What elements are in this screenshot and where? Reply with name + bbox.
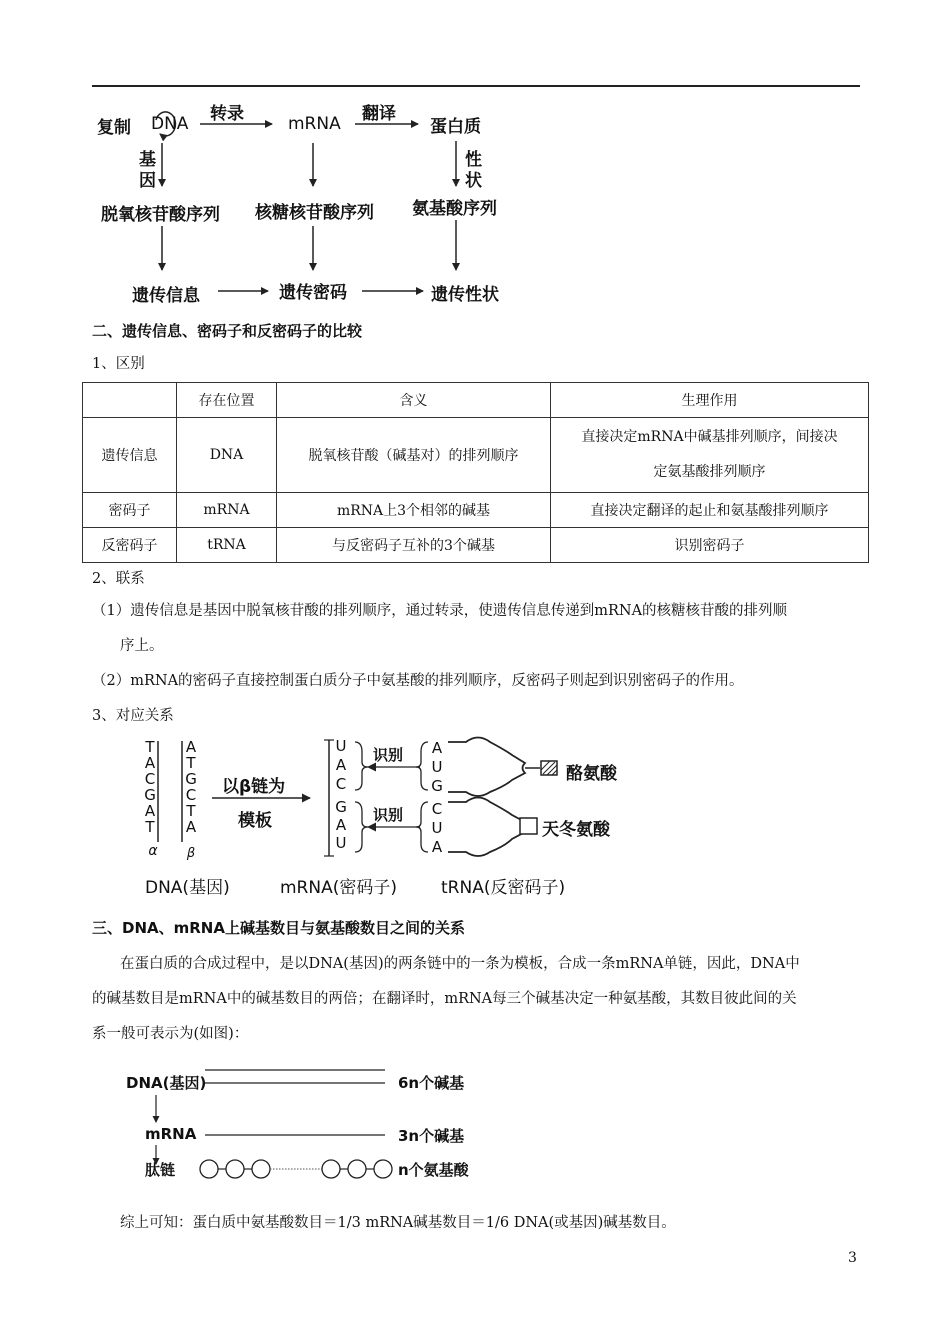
- section2-title: 二、遗传信息、密码子和反密码子的比较: [92, 322, 363, 340]
- alpha-base: A: [144, 754, 156, 772]
- trna-base: U: [431, 819, 443, 837]
- translation-label: 翻译: [362, 104, 396, 124]
- section2-sub3: 3、对应关系: [92, 708, 174, 724]
- trait-char-2: 状: [465, 171, 482, 191]
- table-cell-name: 遗传信息: [83, 418, 177, 493]
- beta-base: T: [186, 802, 196, 820]
- section2-p1-line2: 序上。: [120, 638, 164, 654]
- section2-p1-line1: （1）遗传信息是基因中脱氧核苷酸的排列顺序，通过转录，使遗传信息传递到mRNA的核糖核苷酸的排列顺: [92, 603, 788, 619]
- table-cell-function-line: 直接决定mRNA中碱基排列顺序，间接决: [581, 429, 838, 445]
- gene-char-1: 基: [139, 150, 156, 170]
- beta-base: G: [185, 770, 197, 788]
- caption-trna: tRNA(反密码子): [441, 878, 566, 898]
- diag3-aa-count: n个氨基酸: [398, 1161, 469, 1179]
- trna-base: G: [431, 777, 443, 795]
- table-cell-location: tRNA: [177, 528, 277, 563]
- caption-dna: DNA(基因): [145, 878, 230, 898]
- table-cell-function: [551, 418, 869, 493]
- section3-title: 三、DNA、mRNA上碱基数目与氨基酸数目之间的关系: [92, 919, 465, 937]
- section3-p1-line2: 的碱基数目是mRNA中的碱基数目的两倍；在翻译时，mRNA每三个碱基决定一种氨基酸，其数目彼此间的关: [92, 991, 797, 1007]
- gene-char-2: 因: [139, 171, 156, 191]
- replicate-label: 复制: [97, 118, 131, 138]
- mrna-base: G: [335, 798, 347, 816]
- mrna-base: A: [335, 756, 347, 774]
- table-header-cell: 生理作用: [551, 383, 869, 418]
- beta-base: A: [185, 818, 197, 836]
- mrna-label: mRNA: [288, 114, 341, 134]
- genetic-trait-label: 遗传性状: [431, 285, 499, 305]
- amino-seq-label: 氨基酸序列: [412, 199, 497, 219]
- table-cell-location: DNA: [177, 418, 277, 493]
- aspartate-label: 天冬氨酸: [542, 820, 610, 840]
- deoxy-seq-label: 脱氧核苷酸序列: [101, 205, 220, 225]
- transcription-label: 转录: [210, 104, 244, 124]
- table-cell-meaning: 脱氧核苷酸（碱基对）的排列顺序: [277, 418, 551, 493]
- section3-p1-line3: 系一般可表示为(如图)：: [92, 1026, 249, 1042]
- table-cell-function: 直接决定翻译的起止和氨基酸排列顺序: [551, 493, 869, 528]
- section2-sub2: 2、联系: [92, 571, 145, 587]
- beta-label: β: [186, 846, 196, 861]
- page-number: 3: [848, 1250, 857, 1266]
- protein-label: 蛋白质: [430, 117, 481, 137]
- table-cell-location: mRNA: [177, 493, 277, 528]
- section3-p1-line1: 在蛋白质的合成过程中，是以DNA(基因)的两条链中的一条为模板，合成一条mRNA单链，因此，DNA中: [120, 956, 800, 972]
- beta-base: T: [186, 754, 196, 772]
- mrna-base: U: [335, 737, 347, 755]
- table-header-cell: 存在位置: [177, 383, 277, 418]
- table-cell-name: 密码子: [83, 493, 177, 528]
- tyrosine-label: 酪氨酸: [566, 764, 617, 784]
- template-label-line1: 以β链为: [222, 777, 286, 797]
- dna-label: DNA: [151, 114, 189, 134]
- trna-base: A: [431, 838, 443, 856]
- beta-base: A: [185, 738, 197, 756]
- alpha-base: T: [145, 738, 155, 756]
- diag3-mrna-count: 3n个碱基: [398, 1127, 465, 1145]
- trna-base: A: [431, 739, 443, 757]
- diag3-mrna-label: mRNA: [145, 1125, 197, 1143]
- table-cell-function: 识别密码子: [551, 528, 869, 563]
- trna-base: C: [431, 800, 443, 818]
- trna-base: U: [431, 758, 443, 776]
- diag3-dna-label: DNA(基因): [126, 1074, 207, 1092]
- genetic-info-label: 遗传信息: [132, 286, 200, 306]
- table-cell-name: 反密码子: [83, 528, 177, 563]
- table-row: [83, 528, 869, 563]
- table-header-row: [83, 383, 869, 418]
- table-row: [83, 418, 869, 493]
- genetic-code-label: 遗传密码: [279, 283, 347, 303]
- alpha-label: α: [148, 843, 158, 859]
- alpha-base: C: [144, 770, 156, 788]
- alpha-base: T: [145, 818, 155, 836]
- diag3-peptide-label: 肽链: [145, 1161, 176, 1179]
- alpha-base: A: [144, 802, 156, 820]
- section2-sub1: 1、区别: [92, 356, 145, 372]
- table-cell-function-line: 定氨基酸排列顺序: [653, 464, 766, 480]
- template-label-line2: 模板: [238, 811, 272, 831]
- table-cell-meaning: 与反密码子互补的3个碱基: [277, 528, 551, 563]
- table-row: [83, 493, 869, 528]
- section3-conclusion: 综上可知：蛋白质中氨基酸数目＝1/3 mRNA碱基数目＝1/6 DNA(或基因)碱基数目。: [120, 1215, 676, 1231]
- ribo-seq-label: 核糖核苷酸序列: [255, 203, 374, 223]
- mrna-base: A: [335, 816, 347, 834]
- alpha-base: G: [144, 786, 156, 804]
- table-cell-meaning: mRNA上3个相邻的碱基: [277, 493, 551, 528]
- mrna-base: C: [335, 775, 347, 793]
- comparison-table: [82, 382, 869, 563]
- recognize-label-2: 识别: [373, 806, 404, 824]
- table-header-cell: 含义: [277, 383, 551, 418]
- trait-char-1: 性: [465, 150, 482, 170]
- mrna-base: U: [335, 834, 347, 852]
- table-header-cell: [83, 383, 177, 418]
- beta-base: C: [185, 786, 197, 804]
- caption-mrna: mRNA(密码子): [280, 878, 397, 898]
- diag3-dna-count: 6n个碱基: [398, 1074, 465, 1092]
- recognize-label-1: 识别: [373, 746, 404, 764]
- section2-p2: （2）mRNA的密码子直接控制蛋白质分子中氨基酸的排列顺序，反密码子则起到识别密码子的作用。: [92, 673, 744, 689]
